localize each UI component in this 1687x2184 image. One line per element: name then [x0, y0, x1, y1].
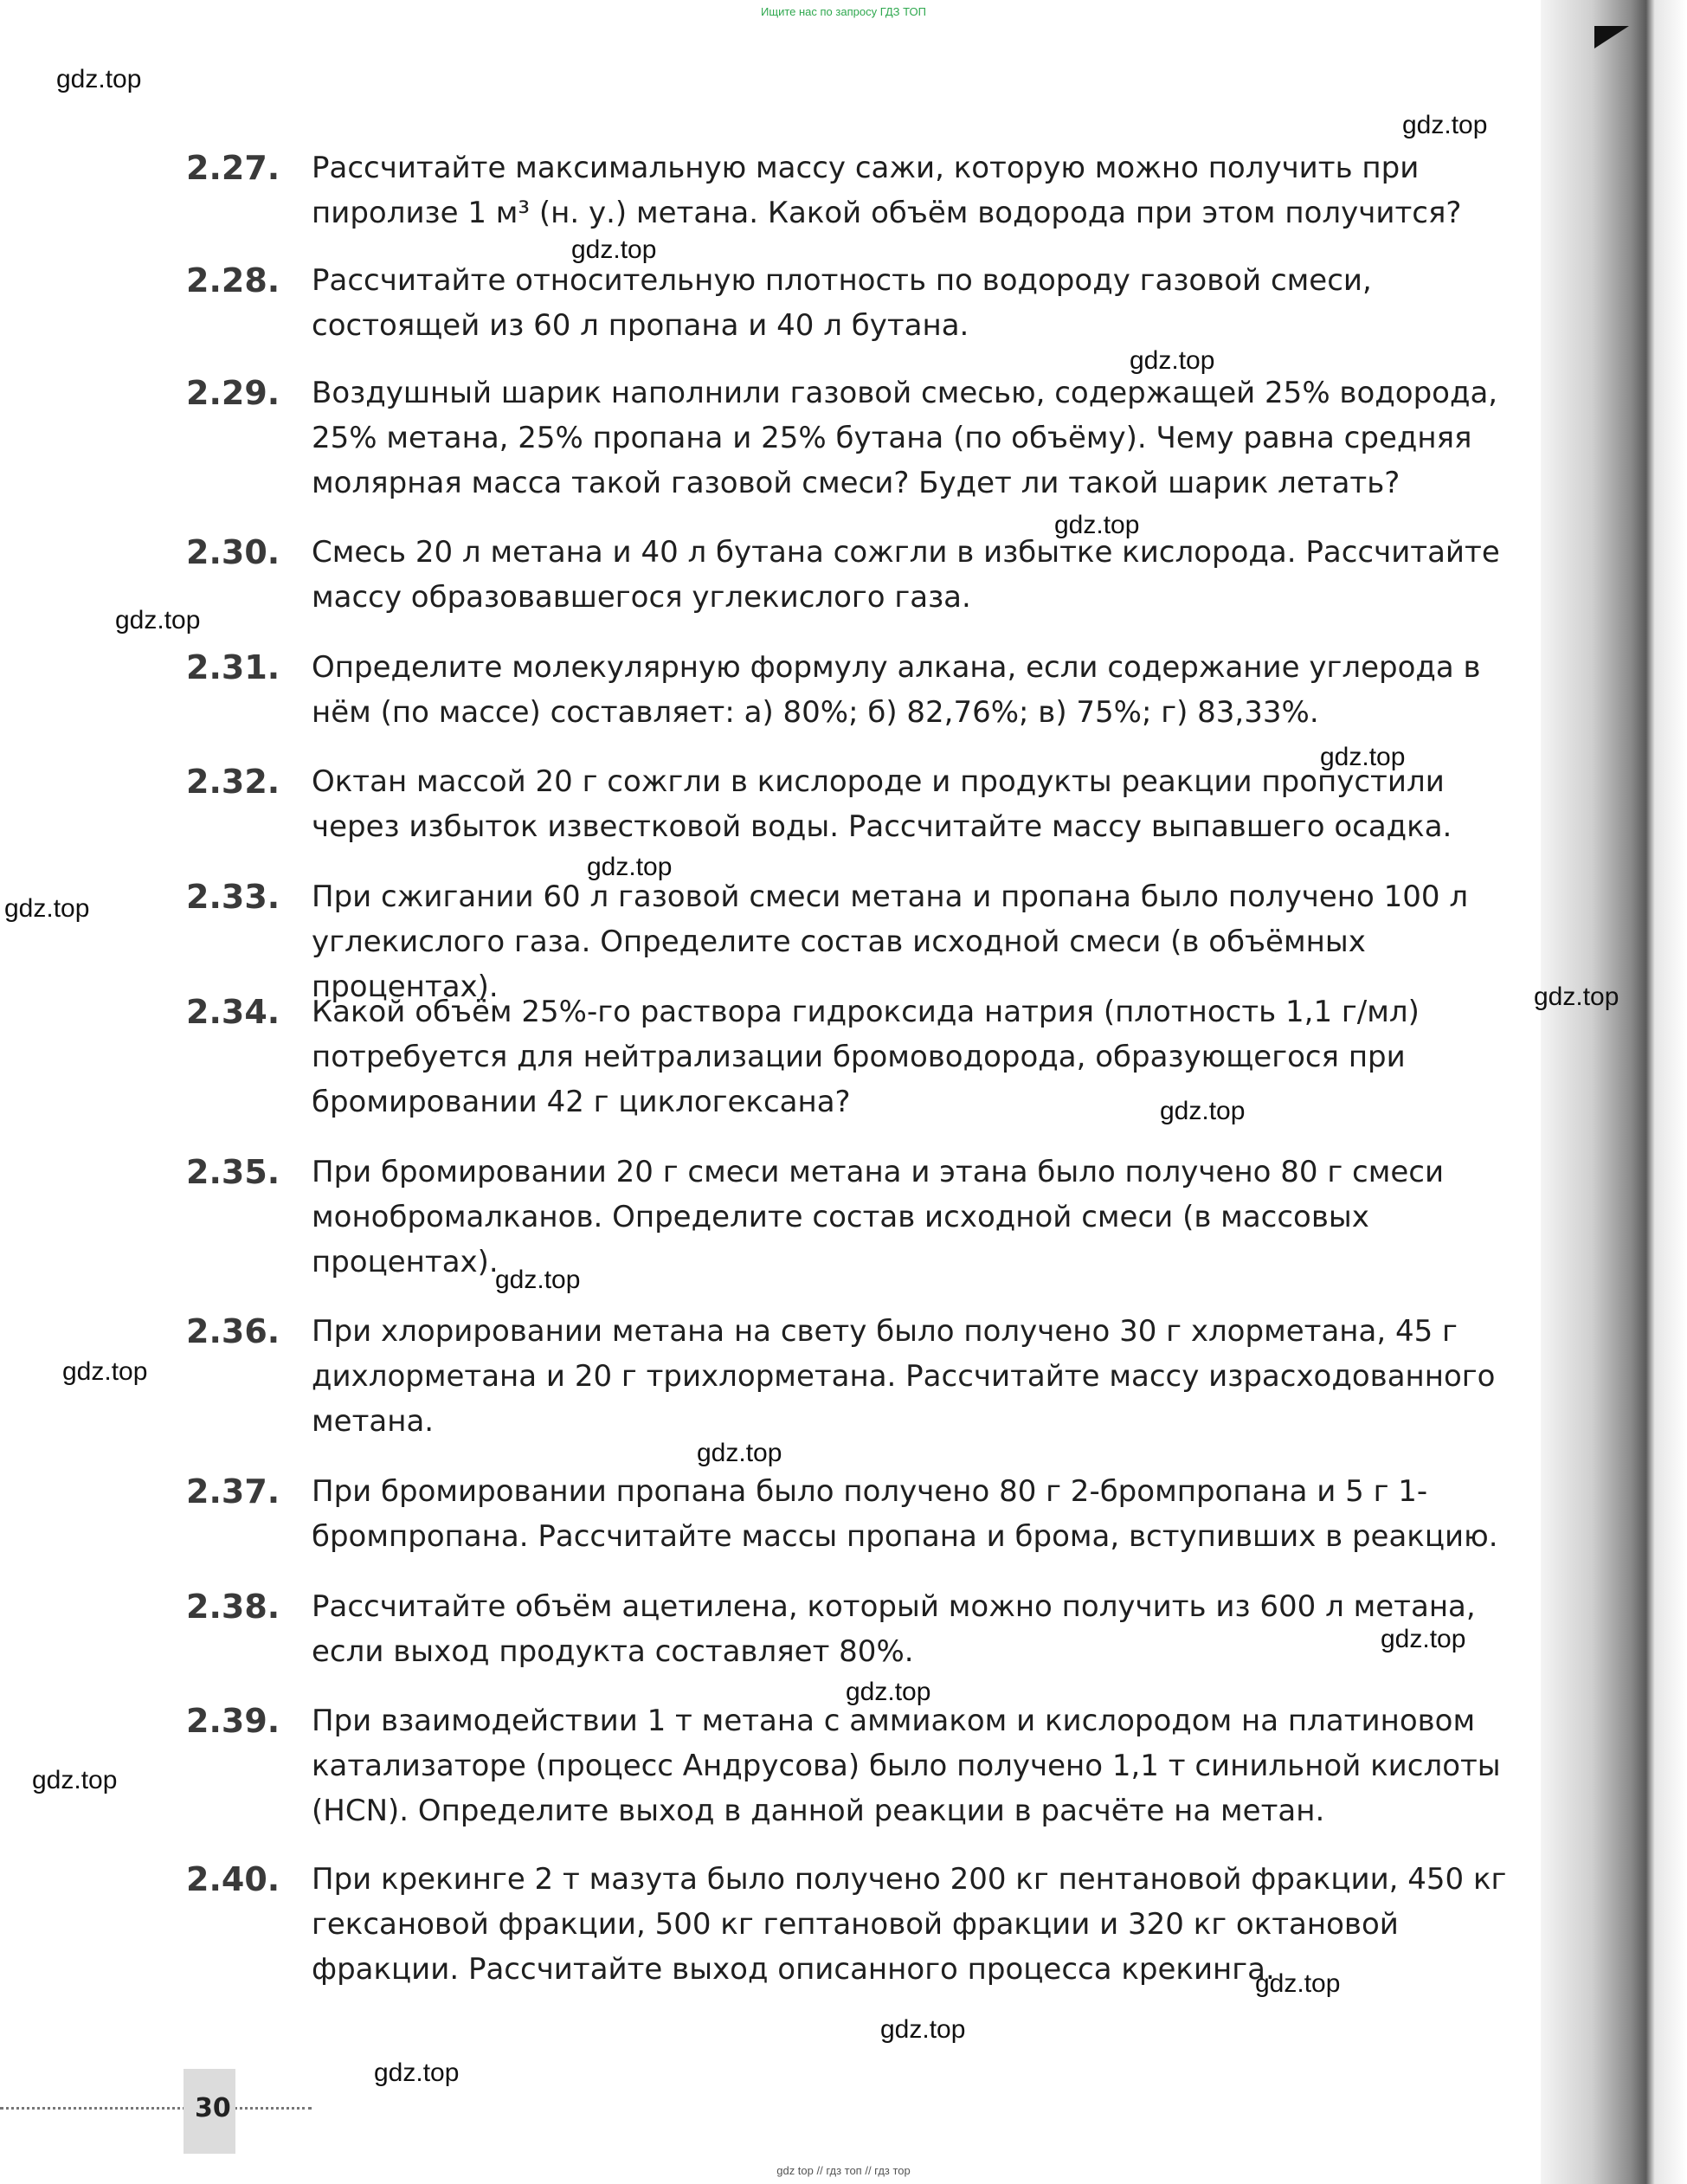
watermark: gdz.top	[1320, 743, 1406, 771]
problem-number: 2.37.	[186, 1472, 280, 1511]
problem-text: Смесь 20 л метана и 40 л бутана сожгли в избытке кислорода. Рассчитайте массу образовавшегося углекислого газа.	[312, 535, 1500, 615]
problem-text: При взаимодействии 1 т метана с аммиаком и кислородом на платиновом катализаторе (процесс Андрусова) было получено 1,1 т синильной кислоты (HCN). Определите выход в данной реакции в расчёте на метан.	[312, 1704, 1501, 1828]
watermark: gdz.top	[4, 894, 90, 923]
problem-number: 2.33.	[186, 878, 280, 916]
problem-number: 2.27.	[186, 149, 280, 187]
problem-text: Рассчитайте объём ацетилена, который можно получить из 600 л метана, если выход продукта составляет 80%.	[312, 1589, 1476, 1669]
watermark: gdz.top	[56, 65, 142, 93]
watermark: gdz.top	[1130, 346, 1215, 375]
page-number: 30	[195, 2093, 231, 2123]
watermark: gdz.top	[1160, 1097, 1246, 1125]
problem-2-34	[186, 989, 1523, 1124]
problem-text: Рассчитайте максимальную массу сажи, которую можно получить при пиролизе 1 м³ (н. у.) метана. Какой объём водорода при этом получится?	[312, 151, 1462, 230]
problem-2-37	[186, 1469, 1523, 1559]
problem-text: Какой объём 25%-го раствора гидроксида натрия (плотность 1,1 г/мл) потребуется для нейтрализации бромоводорода, образующегося при бромировании 42 г циклогексана?	[312, 995, 1420, 1119]
problem-2-28	[186, 258, 1523, 348]
problem-text: Октан массой 20 г сожгли в кислороде и продукты реакции пропустили через избыток известковой воды. Рассчитайте массу выпавшего осадка.	[312, 764, 1452, 844]
footer-dotted-line	[0, 2107, 312, 2110]
watermark: gdz.top	[32, 1766, 118, 1794]
watermark: gdz.top	[1402, 111, 1488, 139]
problem-2-31	[186, 645, 1523, 735]
watermark: gdz.top	[571, 235, 657, 264]
problem-text: Определите молекулярную формулу алкана, если содержание углерода в нём (по массе) составляет: а) 80%; б) 82,76%; в) 75%; г) 83,33%.	[312, 650, 1481, 730]
watermark: gdz.top	[1534, 982, 1619, 1011]
top-banner: Ищите нас по запросу ГДЗ ТОП	[761, 5, 926, 18]
watermark: gdz.top	[1054, 511, 1140, 539]
problem-2-38	[186, 1584, 1523, 1674]
problem-2-39	[186, 1698, 1523, 1833]
watermark: gdz.top	[115, 606, 201, 635]
problem-2-40	[186, 1857, 1523, 1992]
watermark: gdz.top	[587, 853, 673, 881]
watermark: gdz.top	[880, 2015, 966, 2044]
problem-text: При хлорировании метана на свету было получено 30 г хлорметана, 45 г дихлорметана и 20 г трихлорметана. Рассчитайте массу израсходованного метана.	[312, 1314, 1496, 1439]
problem-number: 2.31.	[186, 648, 280, 686]
watermark: gdz.top	[697, 1439, 782, 1467]
problem-number: 2.29.	[186, 374, 280, 412]
problem-2-29	[186, 370, 1523, 506]
problem-text: При сжигании 60 л газовой смеси метана и пропана было получено 100 л углекислого газа. Определите состав исходной смеси (в объёмных процентах).	[312, 879, 1469, 1004]
problem-2-27	[186, 145, 1523, 235]
problem-number: 2.34.	[186, 993, 280, 1031]
corner-mark	[1594, 26, 1629, 48]
problem-text: При бромировании пропана было получено 80 г 2-бромпропана и 5 г 1-бромпропана. Рассчитайте массы пропана и брома, вступивших в реакцию.	[312, 1474, 1498, 1554]
problem-number: 2.28.	[186, 261, 280, 300]
problem-text: При крекинге 2 т мазута было получено 200 кг пентановой фракции, 450 кг гексановой фракции, 500 кг гептановой фракции и 320 кг октановой фракции. Рассчитайте выход описанного процесса крекинга.	[312, 1862, 1507, 1987]
watermark: gdz.top	[1381, 1625, 1466, 1653]
problem-number: 2.40.	[186, 1860, 280, 1898]
problem-number: 2.35.	[186, 1153, 280, 1191]
problem-number: 2.30.	[186, 533, 280, 571]
watermark: gdz.top	[1255, 1969, 1341, 1998]
watermark: gdz.top	[846, 1678, 931, 1706]
watermark: gdz.top	[495, 1266, 581, 1294]
problem-2-32	[186, 759, 1523, 849]
page-binding-shadow	[1541, 0, 1687, 2184]
problem-2-30	[186, 530, 1523, 620]
problem-text: Воздушный шарик наполнили газовой смесью, содержащей 25% водорода, 25% метана, 25% пропана и 25% бутана (по объёму). Чему равна средняя молярная масса такой газовой смеси? Будет ли такой шарик летать?	[312, 376, 1498, 500]
problem-number: 2.38.	[186, 1588, 280, 1626]
bottom-banner: gdz top // гдз топ // гдз тор	[776, 2164, 911, 2177]
problem-text: Рассчитайте относительную плотность по водороду газовой смеси, состоящей из 60 л пропана и 40 л бутана.	[312, 263, 1372, 343]
problem-text: При бромировании 20 г смеси метана и этана было получено 80 г смеси монобромалканов. Определите состав исходной смеси (в массовых процентах).	[312, 1155, 1445, 1279]
problem-2-35	[186, 1150, 1523, 1285]
problem-number: 2.36.	[186, 1312, 280, 1350]
watermark: gdz.top	[374, 2058, 460, 2087]
problem-number: 2.32.	[186, 763, 280, 801]
problem-number: 2.39.	[186, 1702, 280, 1740]
watermark: gdz.top	[62, 1357, 148, 1386]
problem-2-36	[186, 1309, 1523, 1444]
